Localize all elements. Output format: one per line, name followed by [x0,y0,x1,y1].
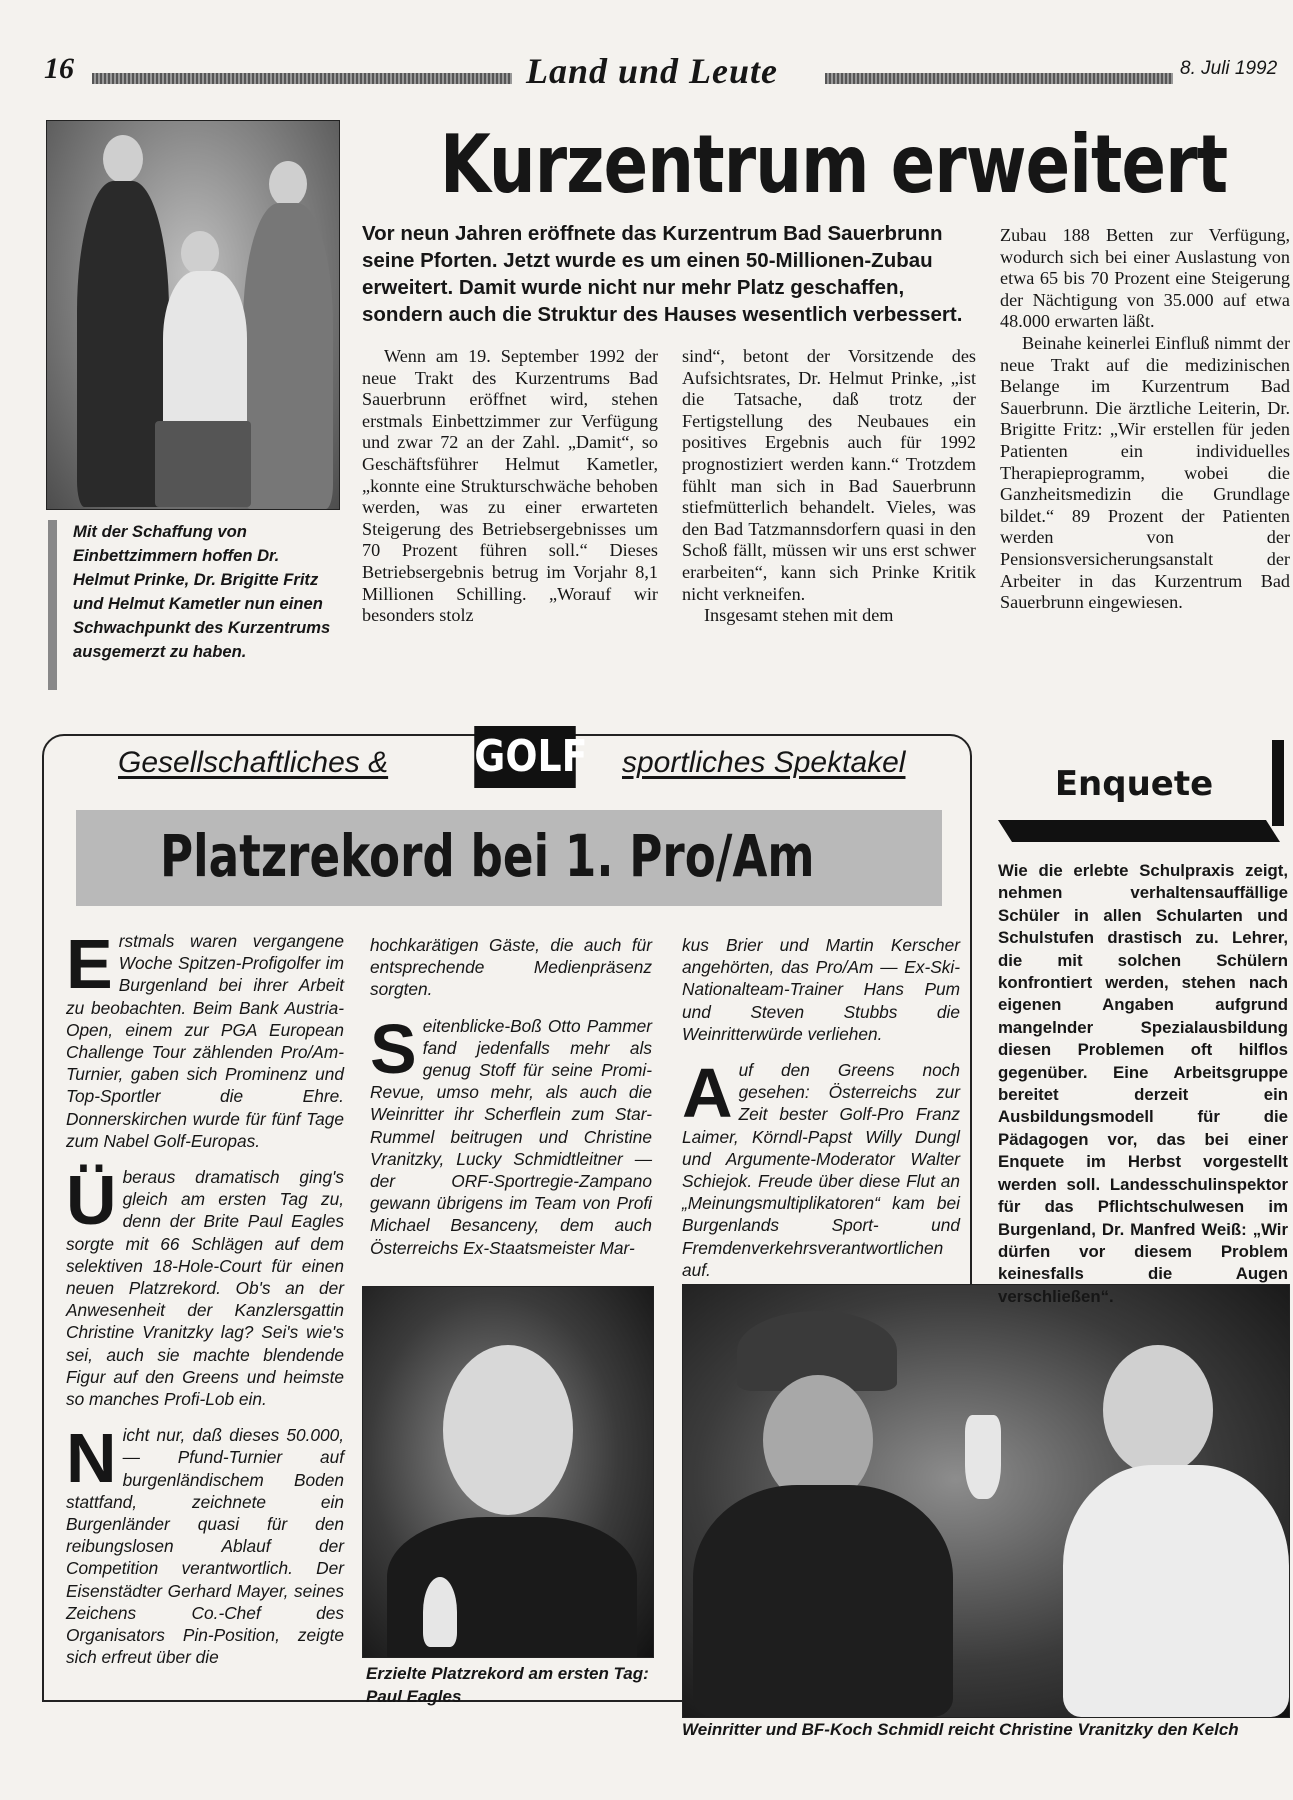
enquete-body: Wie die erlebte Schulpraxis zeigt, nehmen verhaltensauffällige Schüler in allen Schularten und Schulstufen drastisch zu. Lehrer, die mit solchen Schülern konfrontiert werden, stehen nach eigenen Angaben aufgrund mangelnder Spezialausbildung diesen Problemen oft hilflos gegenüber. Eine Arbeitsgruppe bereitet derzeit ein Ausbildungsmodell für die Pädagogen vor, das bei einer Enquete im Herbst vorgestellt werden soll. Landesschulinspektor für das Pflichtschulwesen im Burgenland, Dr. Manfred Weiß: „Wir dürfen vor diesem Problem keinesfalls die Augen verschließen“. [998,861,1288,1306]
award-photo [682,1284,1290,1718]
golf-paragraph-7: uf den Greens noch gesehen: Österreichs zur Zeit bester Golf-Pro Franz Laimer, Körndl-Papst Willy Dungl und Argumente-Moderator Walter Schiejok. Freude über diese Flut an „Meinungsmultiplikatoren“ kam bei Burgenlands Sport- und Fremdenverkehrsverantwortlichen auf. [682,1060,960,1280]
person-left-head [103,135,143,183]
column-3-text: Zubau 188 Betten zur Verfügung, wodurch sich bei einer Auslastung von etwa 65 bis 70 Prozent eine Steigerung der Nächtigung von 35.000 auf etwa 48.000 erwarten läßt. [1000,225,1290,332]
article-lead: Vor neun Jahren eröffnete das Kurzentrum Bad Sauerbrunn seine Pforten. Jetzt wurde es um einen 50-Millionen-Zubau erweitert. Damit wurde nicht nur mehr Platz geschaffen, sondern auch die Struktur des Hauses wesentlich verbessert. [362,222,963,326]
kicker-right: sportliches Spektakel [622,746,906,779]
column-1-text: Wenn am 19. September 1992 der neue Trakt des Kurzentrums Bad Sauerbrunn eröffnet wird, stehen erstmals Einbettzimmer zur Verfügung und zwar 72 an der Zahl. „Damit“, so Geschäftsführer Helmut Kametler, „konnte eine Strukturschwäche behoben werden, was zu einer erwarteten Steigerung des Betriebsergebnisses um 70 Prozent führen soll.“ Dieses Betriebsergebnis betrug im Vorjahr 8,1 Millionen Schilling. „Worauf wir besonders stolz [362,346,658,626]
woman-body [1063,1465,1289,1717]
column-3-text-2: Beinahe keinerlei Einfluß nimmt der neue Trakt auf die medizinischen Belange im Kurzentrum Bad Sauerbrunn. Die ärztliche Leiterin, Dr. Brigitte Fritz: „Wir erstellen für jeden Patienten ein individuelles Therapieprogramm, wobei die Ganzheitsmedizin die Grundlage bildet.“ 89 Prozent der Patienten werden von der Pensionsversicherungsanstalt der Arbeiter in das Kurzentrum Bad Sauerbrunn eingewiesen. [1000,332,1290,613]
microphone [423,1577,457,1647]
portrait-head [443,1345,573,1515]
golf-paragraph-4: hochkarätigen Gäste, die auch für entsprechende Medienpräsenz sorgten. [370,935,652,1000]
page-number: 16 [44,52,74,85]
golf-paragraph-1: rstmals waren vergangene Woche Spitzen-Profigolfer im Burgenland bei ihrer Arbeit zu beobachten. Beim Bank Austria-Open, einem zur PGA European Challenge Tour zählenden Pro/Am-Turnier, gaben sich Prominenz und Top-Sportler die Ehre. Donnerskirchen wurde für fünf Tage zum Nabel Golf-Europas. [66,931,344,1151]
article-column-2 [682,346,976,627]
golf-headline: Platzrekord bei 1. Pro/Am [160,822,815,890]
kicker-left: Gesellschaftliches & [118,746,389,779]
drop-cap: A [682,1054,733,1133]
article-headline: Kurzentrum erweitert [440,118,1228,211]
golf-paragraph-6: kus Brier und Martin Kerscher angehörten, das Pro/Am — Ex-Ski-Nationalteam-Trainer Hans Pum und Steven Stubbs die Weinritterwürde verliehen. [682,935,960,1044]
person-center-head [181,231,219,275]
enquete-arrow [998,812,1288,846]
enquete-title: Enquete [1054,764,1214,804]
golf-paragraph-2: beraus dramatisch ging's gleich am ersten Tag zu, denn der Brite Paul Eagles sorgte mit 66 Schlägen auf dem selektiven 18-Hole-Court für einen neuen Platzrekord. Ob's an der Anwesenheit der Kanzlersgattin Christine Vranitzky lag? Sei's wie's sei, auch sie machte blendende Figur auf den Greens und heimste so manches Profi-Lob ein. [66,1167,344,1410]
golf-paragraph-3: icht nur, daß dieses 50.000,— Pfund-Turnier auf burgenländischem Boden stattfand, zeichnete ein Burgenländer quasi für den reibungslosen Ablauf der Competition verantwortlich. Der Eisenstädter Gerhard Mayer, seines Zeichens Co.-Chef des Organisators Pin-Position, zeigte sich erfreut über die [66,1425,344,1668]
person-center-body [163,271,247,441]
golf-paragraph-5: eitenblicke-Boß Otto Pammer fand jedenfalls mehr als genug Stoff für seine Promi-Revue, umso mehr, als auch die Weinritter ihr Scherflein zum Star-Rummel beitrugen und Christine Vranitzky, Lucky Schmidtleitner — der ORF-Sportregie-Zampano gewann übrigens im Team von Profi Michael Besanceny, dem auch Österreichs Ex-Staatsmeister Mar- [370,1015,652,1258]
portrait-caption: Erzielte Platzrekord am ersten Tag: Paul Eagles [366,1664,649,1706]
drop-cap: E [66,925,113,1003]
article-column-1 [362,346,658,627]
award-caption: Weinritter und BF-Koch Schmidl reicht Christine Vranitzky den Kelch [682,1720,1239,1739]
portrait-photo [362,1286,654,1658]
person-right-body [243,203,333,509]
goblet [965,1415,1001,1499]
golf-column-2 [370,934,652,1273]
header-rule-left [92,73,512,84]
group-photo [46,120,340,510]
golf-column-3 [682,934,960,1295]
header-rule-right [825,73,1173,84]
column-2-text: sind“, betont der Vorsitzende des Aufsichtsrates, Dr. Helmut Prinke, „ist die Tatsache, daß trotz der Fertigstellung des Neubaues ein positives Ergebnis auch für 1992 prognostiziert werden kann.“ Trotzdem fühlt man sich in Bad Sauerbrunn stiefmütterlich behandelt. Vieles, was den Bad Tatzmannsdorfern quasi in den Schoß fällt, müssen wir uns erst schwer erarbeiten“, kann sich Prinke Kritik nicht verkneifen. [682,346,976,604]
drop-cap: S [370,1009,417,1088]
section-logo: Land und Leute [520,50,784,92]
knight-robe [693,1485,953,1717]
golf-badge: GOLF [474,726,575,788]
photo-caption: Mit der Schaffung von Einbettzimmern hoffen Dr. Helmut Prinke, Dr. Brigitte Fritz und Helmut Kametler nun einen Schwachpunkt des Kurzentrums ausgemerzt zu haben. [48,520,338,690]
article-column-3 [1000,225,1290,614]
column-2-text-end: Insgesamt stehen mit dem [704,605,894,626]
drop-cap: Ü [66,1161,117,1240]
woman-head [1103,1345,1213,1475]
person-right-head [269,161,307,207]
drop-cap: N [66,1419,117,1498]
golf-column-1 [66,925,344,1683]
chair [155,421,251,507]
issue-date: 8. Juli 1992 [1180,58,1278,79]
